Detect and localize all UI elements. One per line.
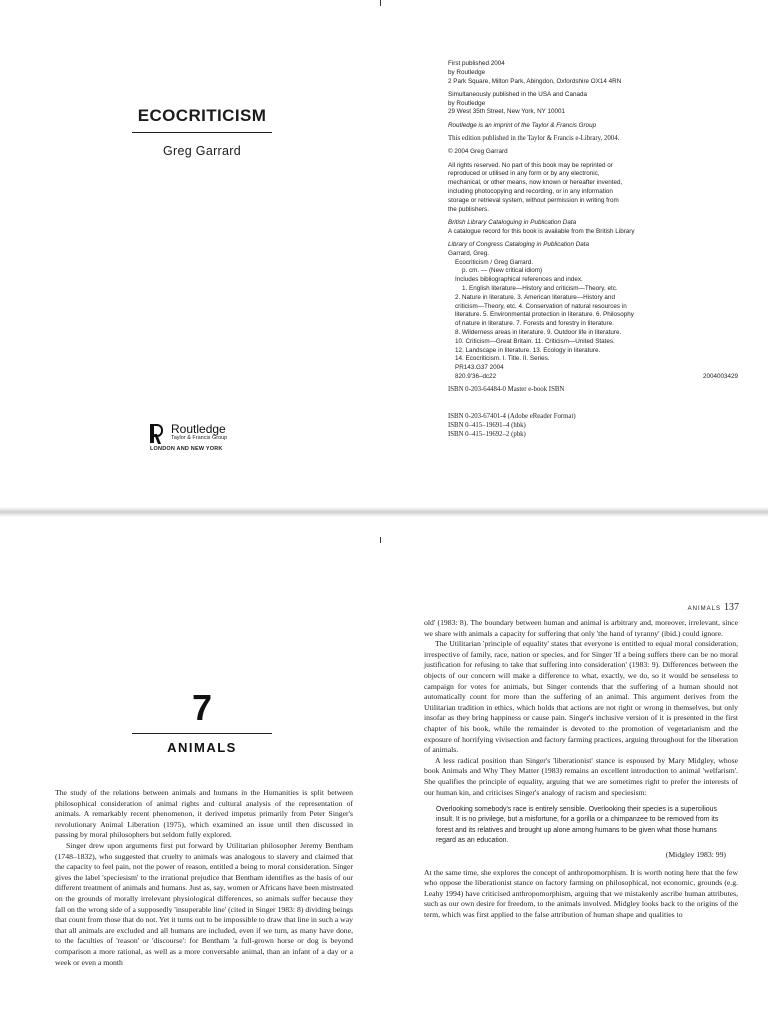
chapter-body-left: [55, 788, 353, 968]
catalog-dewey-row: 820.9'36–dc22 2004003429: [455, 373, 738, 380]
ebook-edition-note: This edition published in the Taylor & Francis e-Library, 2004.: [448, 135, 620, 143]
chapter-body-right: [424, 618, 738, 920]
title-rule: [132, 132, 272, 133]
routledge-logo-icon: [150, 423, 164, 443]
block-quote: Overlooking somebody's race is entirely sensible. Overlooking their species is a supercilious insult. It is no privilege, but a misfortune, for a gorilla or a chimpanzee to be removed from its forest and its relatives and brought up alone among humans to be given what those humans regard as an education.: [436, 806, 719, 844]
paragraph: old' (1983: 8). The boundary between human and animal is arbitrary and, moreover, irrelevant, since we share with animals a capacity for suffering that only 'the hand of tyranny' (ibid.) could ignore.: [424, 618, 738, 638]
imprint-note: Routledge is an imprint of the Taylor & Francis Group: [448, 121, 597, 129]
paragraph: The study of the relations between animals and humans in the Humanities is split between philosophical consideration of animal rights and cultural analysis of the representation of animals. A remarkably recent phenomenon, it derived impetus primarily from Peter Singer's revolutionary Animal Liberation (1975), which examined an issue until then discussed in passing by moral philosophers but seldom fully explored.: [55, 788, 353, 840]
publisher-name: Routledge: [171, 422, 226, 436]
publisher-group: Taylor & Francis Group: [171, 435, 228, 441]
paragraph: Singer drew upon arguments first put forward by Utilitarian philosopher Jeremy Bentham (1748–1832), who suggested that cruelty to animals was analogous to slavery and claimed that the capacity to feel pain, not the power of reason, entitled a being to moral consideration. Singer gives the label 'speciesism' to the irrational prejudice that Bentham identifies as the basis of our different treatment of animals and humans. Just as, say, women or Africans have been mistreated on the grounds of morally irrelevant physiological differences, so animals suffer because they fall on the wrong side of a supposedly 'insuperable line' (cited in Singer 1983: 8) dividing beings that count from those that do not. Yet it turns out to be impossible to draw that line in such a way that all animals are excluded and all humans are included, even if we turn, as many have done, to the faculties of 'reason' or 'discourse': for Bentham 'a full-grown horse or dog is beyond comparison a more rational, as well as a more conversable animal, than an infant of a day or a week or even a month: [55, 840, 353, 967]
publisher-imprint: [150, 423, 290, 443]
paragraph: At the same time, she explores the concept of anthropomorphism. It is worth noting here that the few who oppose the liberationist stance on factory farming on philosophical, not economic, grounds (e.g. Leahy 1994) have criticised anthropomorphism, arguing that we mistakenly ascribe human attributes, such as our own desire for freedom, to the animals involved. Midgley looks back to the origins of the term, which was first applied to the false attribution of human shape and qualities to: [424, 867, 738, 919]
chapter-number: 7: [191, 687, 213, 728]
running-head-title: ANIMALS: [687, 606, 721, 612]
copyright-colophon: [448, 60, 738, 444]
publisher-cities: LONDON AND NEW YORK: [150, 446, 223, 452]
spine-mark: [380, 0, 381, 6]
british-library-data: British Library Cataloguing in Publication Data A catalogue record for this book is available from the British Library: [448, 218, 635, 235]
copyright-line: © 2004 Greg Garrard: [448, 148, 508, 156]
isbn-list: ISBN 0-203-67401-4 (Adobe eReader Format) ISBN 0–415–19691–4 (hbk) ISBN 0–415–19692–2 (pbk): [448, 413, 576, 438]
simultaneous-publication: Simultaneously published in the USA and Canada by Routledge 29 West 35th Street, New York, NY 10001: [448, 90, 587, 116]
chapter-title: ANIMALS: [167, 740, 237, 755]
page-number: 137: [724, 602, 739, 613]
first-publication: First published 2004 by Routledge 2 Park Square, Milton Park, Abingdon, Oxfordshire OX14 4RN: [448, 60, 622, 85]
library-of-congress-data: Library of Congress Cataloging in Publication Data Garrard, Greg. Ecocriticism / Greg Garrard. p. cm. — (New critical idiom) Includes bibliographical references and index. 1. English literature—History and criticism—Theory, etc. 2. Nature in literature. 3. American literature—History and criticism—Theory, etc. 4. Conservation of natural resources in literature. 5. Environmental protection in literature. 6. Philosophy of nature in literature. 7. Forests and forestry in literature. 8. Wilderness areas in literature. 9. Outdoor life in literature. 10. Criticism—Great Britain. 11. Criticism—United States. 12. Landscape in literature. 13. Ecology in literature. 14. Ecocriticism. I. Title. II. Series. PR143.G37 2004 820.9'36–dc22 2004003429: [448, 241, 738, 380]
quote-citation: (Midgley 1983: 99): [665, 849, 726, 859]
isbn-master: ISBN 0-203-64484-0 Master e-book ISBN: [448, 386, 565, 394]
chapter-rule: [132, 733, 272, 734]
paragraph: A less radical position than Singer's 'liberationist' stance is espoused by Mary Midgley, whose book Animals and Why They Matter (1983) remains an excellent introduction to animal 'welfarism'. She qualifies the principle of equality, arguing that we are sometimes right to prefer the interests of our human kin, and criticises Singer's analogy of racism and speciesism:: [424, 755, 738, 797]
publisher-wordmark: [171, 423, 227, 442]
book-title: ECOCRITICISM: [137, 106, 267, 125]
rights-notice: All rights reserved. No part of this book may be reprinted or reproduced or utilised in any form or by any electronic, mechanical, or other means, now known or hereafter invented, including photocopying and recording, or in any information storage or retrieval system, without permission in writing from the publishers.: [448, 161, 623, 213]
paragraph: The Utilitarian 'principle of equality' states that everyone is entitled to equal moral consideration, irrespective of family, race, nation or species, and for Singer 'If a being suffers there can be no moral justification for refusing to take that suffering into consideration' (1983: 9). Differences between the objects of our concern will make a difference to what, exactly, we do, so it would be senseless to campaign for votes for animals, but Singer contends that the suffering of a human should not automatically count for more than the suffering of an animal. This argument derives from the Utilitarian tradition in ethics, which holds that actions are not right or wrong in themselves, but only insofar as they bring happiness or cause pain. Singer's inclusive version of it is presented in the first chapter of his book, while the remainder is devoted to the promotion of vegetarianism and the exposure of horrifying vivisection and factory farming practices, arguing throughout for the liberation of animals.: [424, 639, 738, 755]
running-head: [636, 602, 739, 613]
book-author: Greg Garrard: [163, 144, 241, 158]
chapter-spread: [0, 512, 768, 1024]
